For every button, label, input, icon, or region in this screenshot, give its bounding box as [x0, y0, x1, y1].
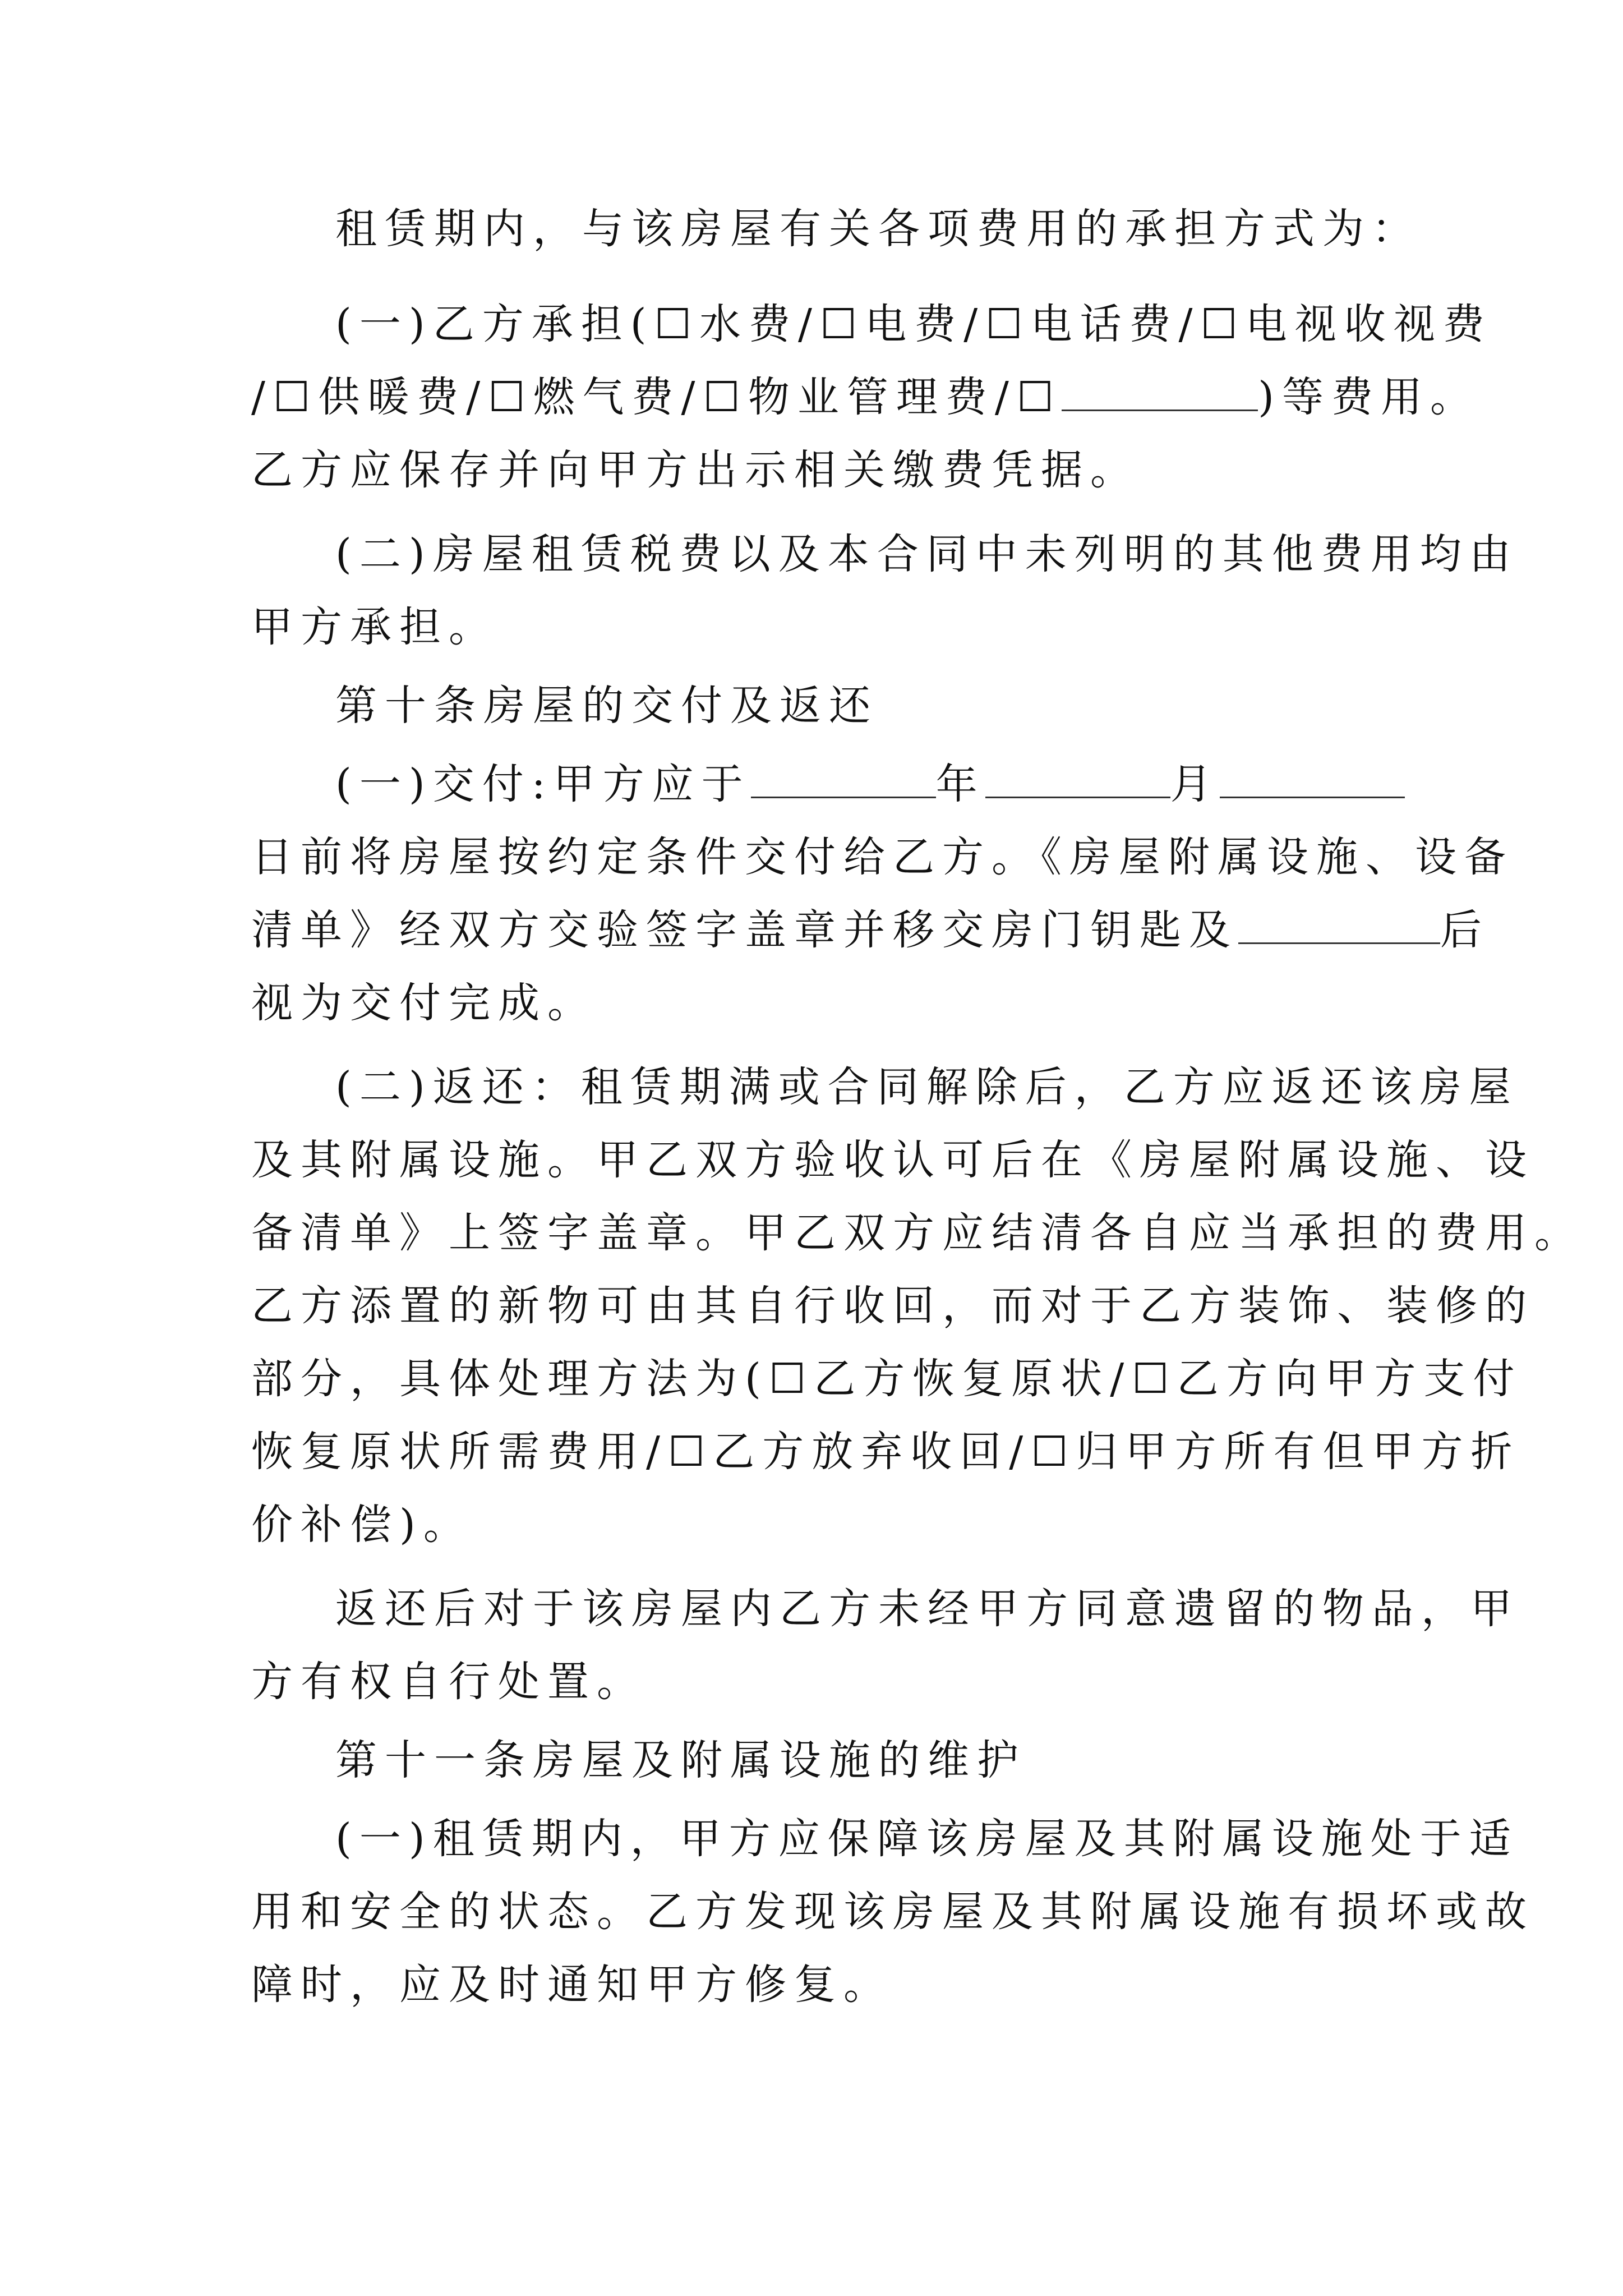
text-line: 及其附属设施。甲乙双方验收认可后在《房屋附属设施、设: [251, 1136, 1534, 1184]
year-blank[interactable]: [751, 757, 936, 798]
text-line: [335, 751, 1378, 818]
text-line: 乙方添置的新物可由其自行收回，而对于乙方装饰、装修的: [251, 1282, 1534, 1330]
line-segment: /☐供暖费/☐燃气费/☐物业管理费/☐: [251, 373, 1062, 421]
text-line: [251, 364, 1479, 431]
text-line: 视为交付完成。: [251, 979, 597, 1027]
month-blank[interactable]: [985, 757, 1170, 798]
line-segment: )等费用。: [1258, 373, 1479, 421]
text-line: (一)租赁期内，甲方应保障该房屋及其附属设施处于适: [335, 1815, 1519, 1863]
text-line: (二)返还：租赁期满或合同解除后，乙方应返还该房屋: [335, 1063, 1519, 1111]
text-line: 乙方应保存并向甲方出示相关缴费凭据。: [251, 446, 1140, 494]
line-segment: (一)交付:甲方应于: [335, 760, 751, 808]
text-line: (二)房屋租赁税费以及本合同中未列明的其他费用均由: [335, 530, 1519, 578]
fill-in-blank[interactable]: [1238, 903, 1440, 944]
line-segment: 年: [935, 760, 985, 808]
text-line: 备清单》上签字盖章。甲乙双方应结清各自应当承担的费用。: [251, 1209, 1584, 1257]
section-heading: 第十一条房屋及附属设施的维护: [335, 1736, 1026, 1784]
text-line: 价补偿)。: [251, 1501, 473, 1549]
text-line: 方有权自行处置。: [251, 1658, 646, 1706]
day-blank[interactable]: [1220, 757, 1405, 798]
text-line: 返还后对于该房屋内乙方未经甲方同意遗留的物品，甲: [335, 1585, 1520, 1633]
line-segment: 后: [1440, 906, 1490, 954]
line-segment: 清单》经双方交验签字盖章并移交房门钥匙及: [251, 906, 1238, 954]
fill-in-blank[interactable]: [1062, 370, 1258, 411]
text-line: 用和安全的状态。乙方发现该房屋及其附属设施有损坏或故: [251, 1888, 1534, 1936]
text-line: 恢复原状所需费用/☐乙方放弃收回/☐归甲方所有但甲方折: [251, 1428, 1520, 1476]
line-segment: 月: [1170, 760, 1220, 808]
text-line: 租赁期内，与该房屋有关各项费用的承担方式为：: [335, 205, 1421, 253]
text-line: [251, 896, 1490, 964]
section-heading: 第十条房屋的交付及返还: [335, 682, 878, 730]
text-line: 甲方承担。: [251, 603, 498, 651]
text-line: 障时，应及时通知甲方修复。: [251, 1961, 893, 2009]
text-line: 日前将房屋按约定条件交付给乙方。《房屋附属设施、设备: [251, 833, 1514, 881]
text-line: 部分，具体处理方法为(☐乙方恢复原状/☐乙方向甲方支付: [251, 1355, 1523, 1403]
text-line: (一)乙方承担(☐水费/☐电费/☐电话费/☐电视收视费: [335, 300, 1492, 348]
